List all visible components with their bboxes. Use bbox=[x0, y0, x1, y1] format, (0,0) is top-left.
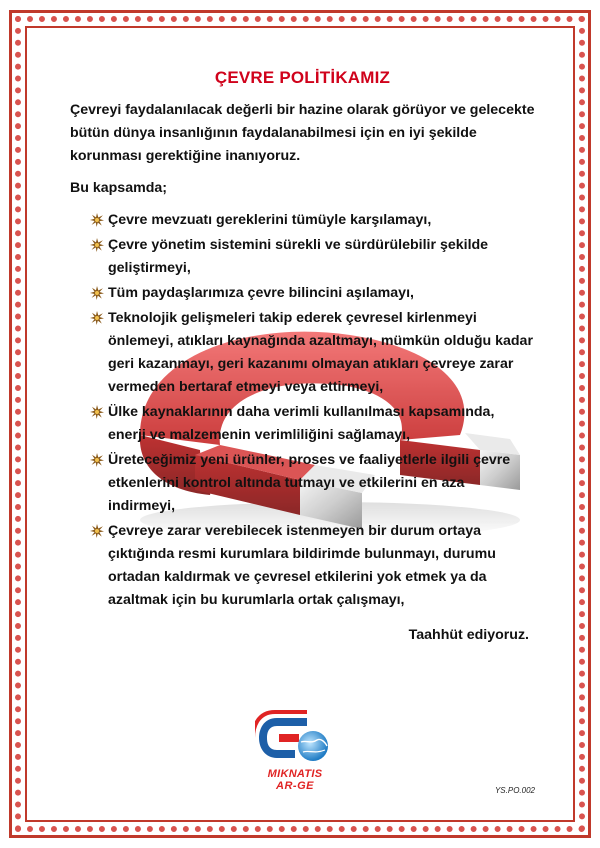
policy-document bbox=[70, 66, 535, 647]
intro-paragraph: Çevreyi faydalanılacak değerli bir hazine olarak görüyor ve gelecekte bütün dünya insanlığının faydalanabilmesi için en iyi şekilde korunması gerektiğine inanıyoruz. bbox=[70, 102, 535, 164]
commitment-statement: Taahhüt ediyoruz. bbox=[408, 627, 529, 643]
scope-label: Bu kapsamda; bbox=[70, 180, 167, 196]
starburst-bullet-icon bbox=[90, 311, 104, 325]
list-item-text: Çevre mevzuatı gereklerini tümüyle karşılamayı, bbox=[108, 212, 432, 228]
starburst-bullet-icon bbox=[90, 405, 104, 419]
list-item bbox=[90, 449, 535, 518]
logo-subtitle: AR-GE bbox=[276, 780, 314, 792]
magnet-globe-logo-icon bbox=[255, 710, 335, 768]
list-item bbox=[90, 401, 535, 447]
list-item bbox=[90, 520, 535, 612]
starburst-bullet-icon bbox=[90, 524, 104, 538]
list-item bbox=[90, 209, 535, 232]
starburst-bullet-icon bbox=[90, 286, 104, 300]
list-item-text: Çevre yönetim sistemini sürekli ve sürdürülebilir şekilde geliştirmeyi, bbox=[108, 237, 489, 276]
list-item-text: Teknolojik gelişmeleri takip ederek çevresel kirlenmeyi önlemeyi, atıkları kaynağında azaltmayı, mümkün olduğu kadar geri kazanmayı, geri kazanımı olmayan atıkları çevreye zarar vermeden bertaraf etmeyi veya ettirmeyi, bbox=[108, 310, 533, 395]
list-item-text: Ülke kaynaklarının daha verimli kullanılması kapsamında, enerji ve malzemenin verimliliğini sağlamayı, bbox=[108, 404, 495, 443]
list-item bbox=[90, 234, 535, 280]
starburst-bullet-icon bbox=[90, 453, 104, 467]
list-item-text: Üreteceğimiz yeni ürünler, proses ve faaliyetlerle ilgili çevre etkenlerini kontrol altında tutmayı ve etkilerini en aza indirmeyi, bbox=[108, 452, 511, 514]
company-logo bbox=[255, 710, 335, 800]
list-item bbox=[90, 282, 535, 305]
policy-list bbox=[70, 209, 535, 612]
list-item-text: Tüm paydaşlarımıza çevre bilincini aşılamayı, bbox=[108, 285, 414, 301]
list-item bbox=[90, 307, 535, 399]
list-item-text: Çevreye zarar verebilecek istenmeyen bir durum ortaya çıktığında resmi kurumlara bildirimde bulunmayı, durumu ortadan kaldırmak ve çevresel etkilerini yok etmek ya da azaltmak için bu kurumlarla ortak çalışmayı, bbox=[108, 523, 496, 608]
page-title: ÇEVRE POLİTİKAMIZ bbox=[214, 68, 391, 87]
starburst-bullet-icon bbox=[90, 213, 104, 227]
logo-name: MIKNATIS bbox=[267, 768, 323, 780]
starburst-bullet-icon bbox=[90, 238, 104, 252]
document-code: YS.PO.002 bbox=[494, 786, 535, 795]
